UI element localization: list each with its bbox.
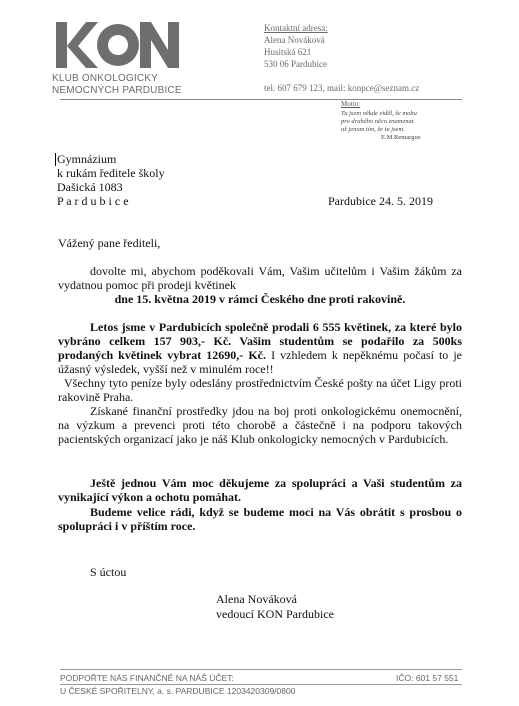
footer-divider bbox=[60, 669, 462, 670]
recipient-line-2: k rukám ředitele školy bbox=[57, 166, 165, 180]
paragraph-future: Budeme velice rádi, když se budeme moci na Vás obrátit s prosbou o spolupráci i v příštím roce. bbox=[58, 505, 462, 533]
signature-title: vedoucí KON Pardubice bbox=[216, 607, 334, 621]
recipient-line-3: Dašická 1083 bbox=[57, 180, 123, 194]
results-bold: Letos jsme v Pardubicích společně prodali 6 555 květinek, za které bylo vybráno celkem 157 903,- Kč. Vašim studentům se podařilo za 500ks prodaných květinek vybrat 12690,- Kč. bbox=[58, 320, 462, 362]
paragraph-funds: Získané finanční prostředky jdou na boj proti onkologickému onemocnění, na výzkum a prevenci proti této chorobě a částečně i na podporu takových pacientských organizací jako je náš Klub onkologicky nemocných v Pardubicích. bbox=[58, 404, 462, 446]
contact-block bbox=[264, 22, 419, 94]
kon-logo-graphic bbox=[52, 18, 182, 76]
paragraph-thanks: dovolte mi, abychom poděkovali Vám, Vašim učitelům i Vašim žákům za vydatnou pomoc při prodeji květinek bbox=[58, 264, 462, 292]
contact-street: Husitská 621 bbox=[264, 47, 312, 57]
footer-bank: U ČESKÉ SPOŘITELNY, a. s. PARDUBICE 1203420309/0800 bbox=[60, 686, 296, 696]
results-rest: I vzhledem k nepěknému počasí to je úžasný výsledek, vyšší než v minulém roce!! bbox=[58, 348, 462, 376]
footer-support: PODPOŘTE NÁS FINANČNĚ NA NÁŠ ÚČET: bbox=[60, 673, 234, 683]
kon-logo bbox=[52, 18, 182, 100]
letter-date: Pardubice 24. 5. 2019 bbox=[328, 194, 433, 208]
motto-line-3: už jenom tím, že tu jsem. bbox=[341, 126, 405, 133]
contact-name: Alena Nováková bbox=[264, 35, 325, 45]
contact-phone-mail: tel. 607 679 123, mail: konpce@seznam.cz bbox=[264, 83, 420, 93]
footer-ico: IČO: 601 57 551 bbox=[396, 673, 459, 683]
logo-line-2: NEMOCNÝCH PARDUBICE bbox=[52, 85, 182, 96]
footer-divider-2 bbox=[60, 684, 462, 685]
paragraph-gratitude: Ještě jednou Vám moc děkujeme za spolupráci a Vaši studentům za vynikající výkon a ochotu pomáhat. bbox=[58, 476, 462, 504]
recipient-line-1: Gymnázium bbox=[57, 152, 117, 166]
motto-author: E.M.Remargue bbox=[381, 134, 421, 141]
salutation: Vážený pane řediteli, bbox=[58, 236, 161, 250]
motto-line-1: Tu jsem někde viděl, že mohu bbox=[341, 110, 417, 117]
contact-heading: Kontaktní adresa: bbox=[264, 23, 328, 33]
text-cursor bbox=[55, 153, 56, 166]
logo-line-1: KLUB ONKOLOGICKY bbox=[52, 73, 159, 84]
paragraph-transfer: Všechny tyto peníze byly odeslány prostřednictvím České pošty na účet Ligy proti rakovině Praha. bbox=[58, 376, 462, 404]
closing: S úctou bbox=[90, 565, 127, 579]
paragraph-results bbox=[58, 320, 462, 376]
motto-label: Motto: bbox=[341, 100, 361, 108]
signature-name: Alena Nováková bbox=[216, 592, 297, 606]
recipient-address bbox=[57, 152, 165, 208]
header-divider bbox=[60, 99, 462, 100]
signature-block bbox=[216, 592, 334, 622]
recipient-line-4: P a r d u b i c e bbox=[57, 194, 129, 208]
paragraph-thanks-highlight: dne 15. května 2019 v rámci Českého dne proti rakovině. bbox=[114, 292, 406, 306]
motto-text bbox=[341, 110, 461, 142]
contact-city: 530 06 Pardubice bbox=[264, 59, 327, 69]
motto-line-2: pro druhého něco znamenat bbox=[341, 118, 414, 125]
